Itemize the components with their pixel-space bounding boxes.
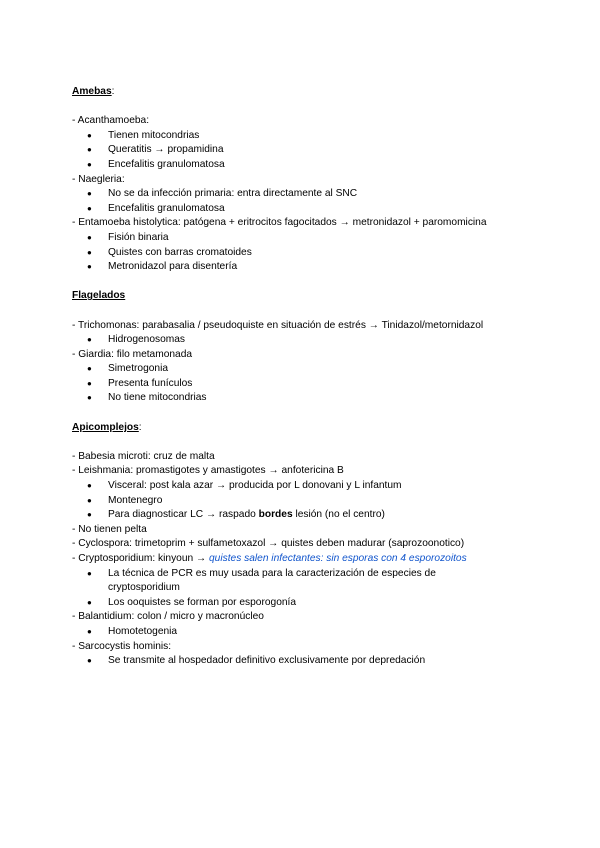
bullet-item: ● Tienen mitocondrias xyxy=(72,129,542,144)
bullet-item: ● Queratitis → propamidina xyxy=(72,143,542,158)
list-item: - Leishmania: promastigotes y amastigotes → anfotericina B xyxy=(72,465,344,477)
bullet-item: ● Encefalitis granulomatosa xyxy=(72,158,542,173)
heading-colon: : xyxy=(111,86,115,97)
list-item: - Sarcocystis hominis: xyxy=(72,640,172,652)
list-item: - Giardia: filo metamonada xyxy=(72,348,193,360)
heading-text: Apicomplejos xyxy=(72,421,139,433)
bullet-item: ● No tiene mitocondrias xyxy=(72,391,542,406)
bullet-item xyxy=(72,508,542,523)
bullet-item: ● Montenegro xyxy=(72,494,542,509)
section-heading-apicomplejos xyxy=(72,421,542,436)
notes-content xyxy=(72,85,542,669)
section-heading-amebas xyxy=(72,85,542,100)
list-item: - No tienen pelta xyxy=(72,523,147,535)
bullet-item: ● Se transmite al hospedador definitivo exclusivamente por depredación xyxy=(72,654,542,669)
bullet-item: ● Encefalitis granulomatosa xyxy=(72,202,542,217)
bullet-item: ● Quistes con barras cromatoides xyxy=(72,246,542,261)
list-item xyxy=(72,552,542,567)
diagnose-suffix: lesión (no el centro) xyxy=(292,509,385,521)
bullet-item: ● No se da infección primaria: entra directamente al SNC xyxy=(72,187,542,202)
bullet-item: ● Visceral: post kala azar → producida por L donovani y L infantum xyxy=(72,479,542,494)
diagnose-bold: bordes xyxy=(258,509,293,521)
bullet-item: ● Simetrogonia xyxy=(72,362,542,377)
list-item: - Naegleria: xyxy=(72,173,125,185)
heading-colon: : xyxy=(138,421,142,433)
list-item: - Entamoeba histolytica: patógena + eritrocitos fagocitados → metronidazol + paromomicina xyxy=(72,217,487,229)
heading-text: Amebas xyxy=(72,86,112,97)
bullet-item: ● Presenta funículos xyxy=(72,377,542,392)
bullet-item: ● La técnica de PCR es muy usada para la caracterización de especies de cryptosporidium xyxy=(72,567,468,596)
list-item: - Acanthamoeba: xyxy=(72,115,150,127)
section-heading-flagelados xyxy=(72,289,542,304)
list-item: - Trichomonas: parabasalia / pseudoquiste en situación de estrés → Tinidazol/metornidazol xyxy=(72,319,484,331)
list-item: - Cyclospora: trimetoprim + sulfametoxazol → quistes deben madurar (saprozoonotico) xyxy=(72,538,465,550)
crypto-link-text[interactable]: quistes salen infectantes: sin esporas con 4 esporozoitos xyxy=(209,553,467,564)
bullet-item: ● Metronidazol para disentería xyxy=(72,260,542,275)
heading-text: Flagelados xyxy=(72,290,126,302)
bullet-item: ● Hidrogenosomas xyxy=(72,333,542,348)
crypto-prefix: - Cryptosporidium: kinyoun → xyxy=(72,553,210,564)
list-item: - Balantidium: colon / micro y macronúcleo xyxy=(72,611,264,623)
bullet-item: ● Fisión binaria xyxy=(72,231,542,246)
list-item: - Babesia microti: cruz de malta xyxy=(72,450,215,462)
diagnose-prefix: Para diagnosticar LC → raspado xyxy=(108,509,259,521)
bullet-item: ● Los ooquistes se forman por esporogonía xyxy=(72,596,542,611)
bullet-item: ● Homotetogenia xyxy=(72,625,542,640)
